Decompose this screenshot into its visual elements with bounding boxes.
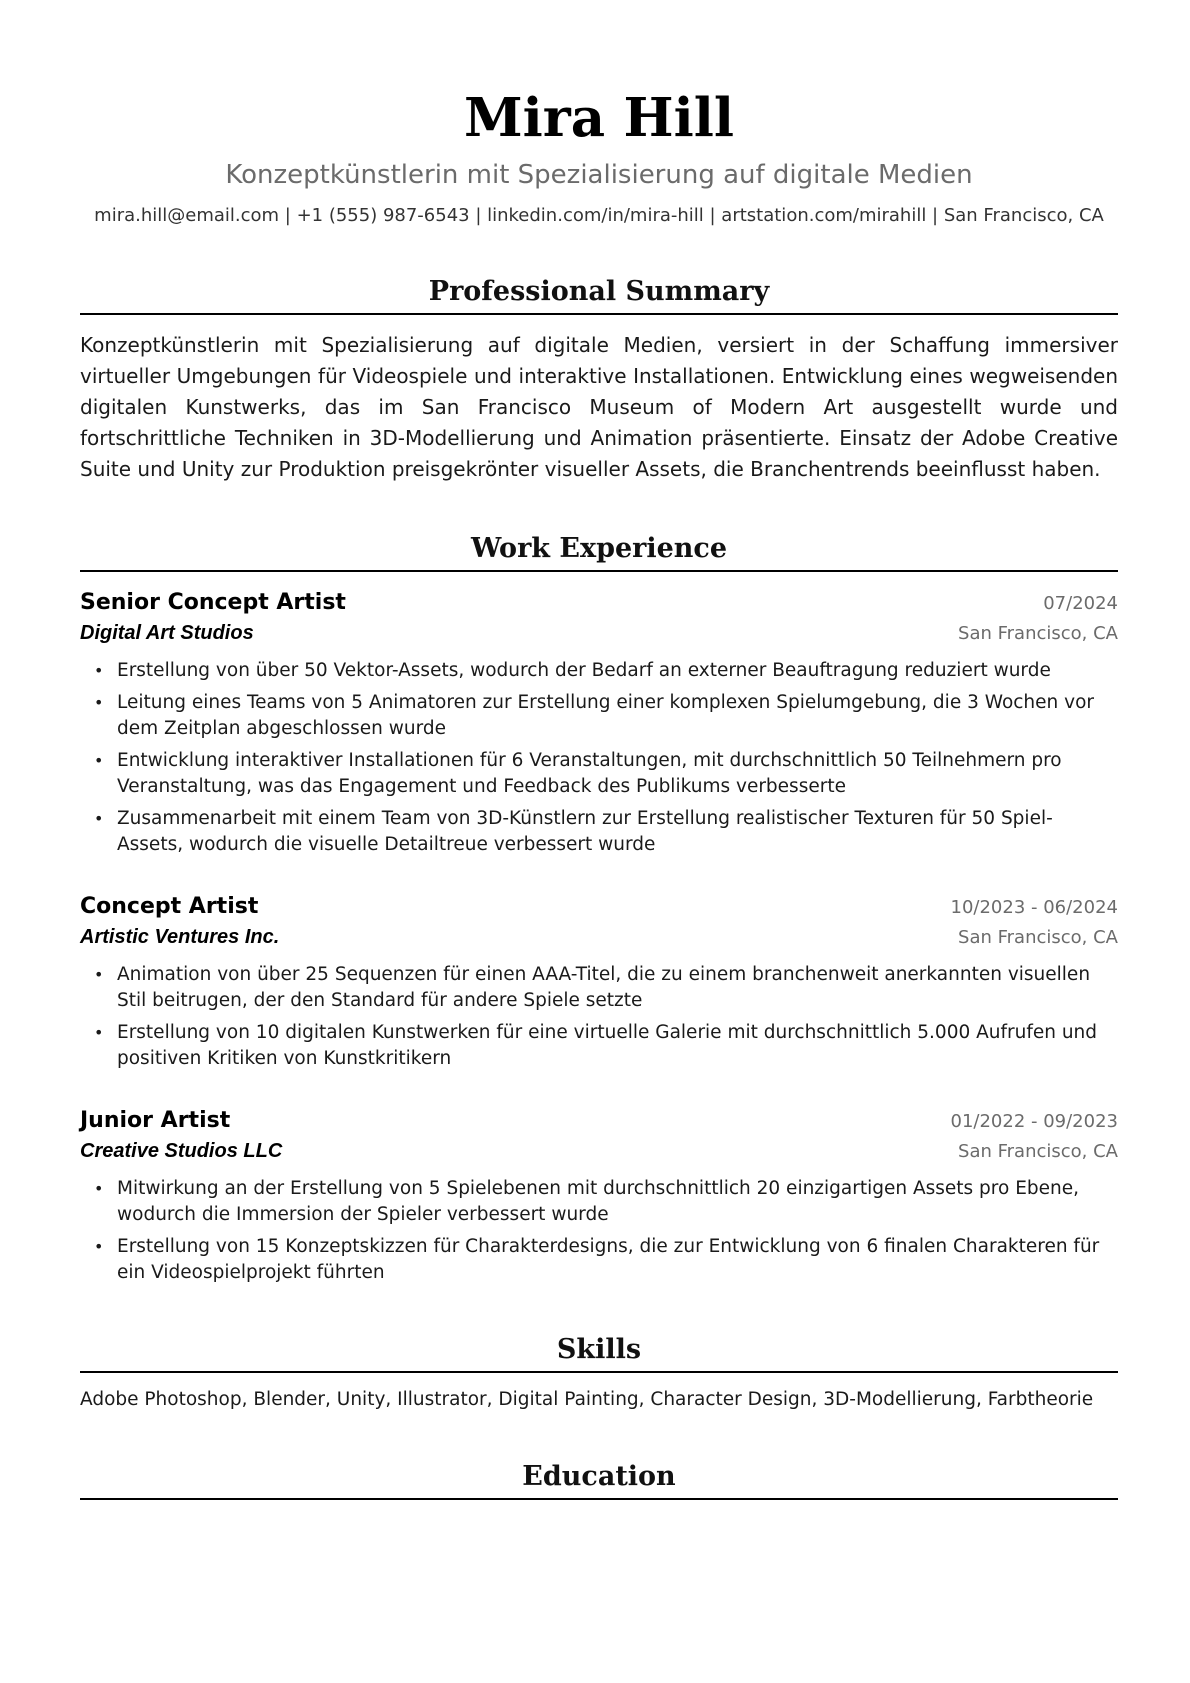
job-title: Senior Concept Artist — [80, 590, 346, 615]
contact-line: mira.hill@email.com | +1 (555) 987-6543 | linkedin.com/in/mira-hill | artstation.com/mirahill | San Francisco, CA — [94, 205, 1104, 226]
section-heading-education: Education — [80, 1459, 1118, 1500]
job-location: San Francisco, CA — [958, 623, 1118, 644]
job-bullet: • Animation von über 25 Sequenzen für einen AAA-Titel, die zu einem branchenweit anerkannten visuellen Stil beitrugen, der den Standard für andere Spiele setzte — [80, 962, 1118, 1014]
summary-text: Konzeptkünstlerin mit Spezialisierung auf digitale Medien, versiert in der Schaffung immersiver virtueller Umgebungen für Videospiele und interaktive Installationen. Entwicklung eines wegweisenden digitalen Kunstwerks, das im San Francisco Museum of Modern Art ausgestellt wurde und fortschrittliche Techniken in 3D-Modellierung und Animation präsentierte. Einsatz der Adobe Creative Suite und Unity zur Produktion preisgekrönter visueller Assets, die Branchentrends beeinflusst haben. — [80, 333, 1118, 481]
job-date: 10/2023 - 06/2024 — [950, 897, 1118, 918]
section-heading-summary: Professional Summary — [80, 274, 1118, 315]
job-bullet: • Entwicklung interaktiver Installationen für 6 Veranstaltungen, mit durchschnittlich 50 Teilnehmern pro Veranstaltung, was das Engagement und Feedback des Publikums verbesserte — [80, 748, 1118, 800]
job-entry — [80, 588, 1118, 858]
job-company: Creative Studios LLC — [80, 1140, 283, 1162]
job-bullet: • Erstellung von 10 digitalen Kunstwerken für eine virtuelle Galerie mit durchschnittlich 5.000 Aufrufen und positiven Kritiken von Kunstkritikern — [80, 1020, 1118, 1072]
job-title: Concept Artist — [80, 894, 259, 919]
candidate-name: Mira Hill — [464, 87, 734, 149]
job-location: San Francisco, CA — [958, 1141, 1118, 1162]
job-bullet: • Erstellung von über 50 Vektor-Assets, wodurch der Bedarf an externer Beauftragung reduziert wurde — [80, 658, 1118, 684]
candidate-subtitle: Konzeptkünstlerin mit Spezialisierung auf digitale Medien — [225, 160, 973, 190]
job-entry — [80, 1106, 1118, 1286]
job-date: 07/2024 — [1043, 593, 1118, 614]
job-bullet-list — [80, 658, 1118, 858]
job-date: 01/2022 - 09/2023 — [950, 1111, 1118, 1132]
job-company: Artistic Ventures Inc. — [80, 926, 280, 948]
job-bullet: • Zusammenarbeit mit einem Team von 3D-Künstlern zur Erstellung realistischer Texturen für 50 Spiel-Assets, wodurch die visuelle Detailtreue verbessert wurde — [80, 806, 1118, 858]
section-heading-work-experience: Work Experience — [80, 531, 1118, 572]
job-company: Digital Art Studios — [80, 622, 254, 644]
job-bullet: • Mitwirkung an der Erstellung von 5 Spielebenen mit durchschnittlich 20 einzigartigen Assets pro Ebene, wodurch die Immersion der Spieler verbessert wurde — [80, 1176, 1118, 1228]
job-bullet-list — [80, 962, 1118, 1072]
resume-page — [80, 0, 1118, 1500]
job-bullet: • Erstellung von 15 Konzeptskizzen für Charakterdesigns, die zur Entwicklung von 6 finalen Charakteren für ein Videospielprojekt führten — [80, 1234, 1118, 1286]
section-heading-skills: Skills — [80, 1332, 1118, 1373]
job-bullet: • Leitung eines Teams von 5 Animatoren zur Erstellung einer komplexen Spielumgebung, die 3 Wochen vor dem Zeitplan abgeschlossen wurde — [80, 690, 1118, 742]
job-title: Junior Artist — [80, 1108, 231, 1133]
skills-text: Adobe Photoshop, Blender, Unity, Illustrator, Digital Painting, Character Design, 3D-Modellierung, Farbtheorie — [80, 1389, 1094, 1410]
job-location: San Francisco, CA — [958, 927, 1118, 948]
job-bullet-list — [80, 1176, 1118, 1286]
job-entry — [80, 892, 1118, 1072]
